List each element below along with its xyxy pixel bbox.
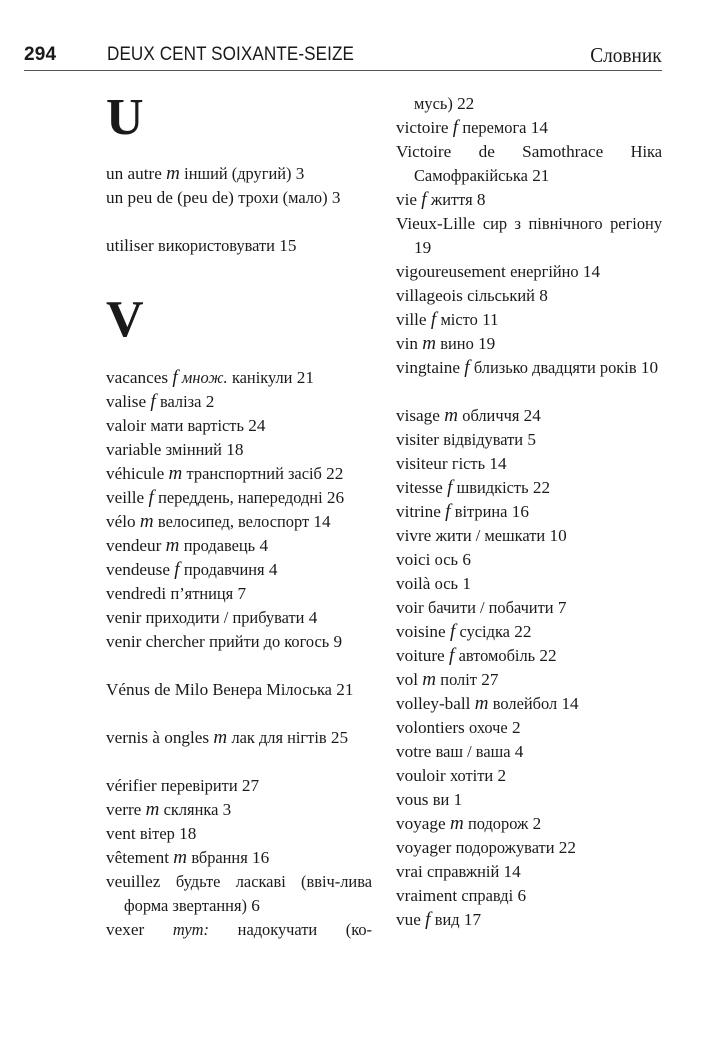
section-letter: V <box>106 291 144 348</box>
lesson-number: 18 <box>226 440 244 459</box>
headword: vraiment <box>396 886 458 905</box>
translation: жити / мешкати <box>435 526 546 545</box>
lesson-number: 21 <box>296 368 314 387</box>
lesson-number: 11 <box>482 310 499 329</box>
gender-marker: m <box>213 727 228 748</box>
dictionary-entry <box>106 366 372 390</box>
translation: вбрання <box>191 848 248 867</box>
translation: канікули <box>231 368 293 387</box>
headword: vêtement <box>106 848 169 867</box>
translation: бачити / побачити <box>427 598 554 617</box>
gender-marker: m <box>168 463 183 484</box>
section-title: Словник <box>590 43 662 67</box>
lesson-number: 1 <box>462 574 471 593</box>
lesson-number: 14 <box>313 512 331 531</box>
translation: сир з північного регіону <box>482 214 663 233</box>
headword: vous <box>396 790 429 809</box>
lesson-number: 6 <box>251 896 260 915</box>
gender-marker: f <box>148 487 154 508</box>
lesson-number: 5 <box>527 430 536 449</box>
lesson-number: 27 <box>481 670 499 689</box>
translation: охоче <box>469 718 508 737</box>
translation: змінний <box>165 440 222 459</box>
dictionary-entry <box>106 606 372 630</box>
dictionary-entry <box>396 524 662 548</box>
translation: відвідувати <box>443 430 524 449</box>
lesson-number: 22 <box>532 478 551 497</box>
dictionary-entry <box>396 476 662 500</box>
dictionary-entry <box>396 188 662 212</box>
gender-marker: m <box>444 405 458 426</box>
lesson-number: 3 <box>222 800 232 819</box>
headword: voici <box>396 550 431 569</box>
translation: трохи (мало) <box>238 188 328 207</box>
dictionary-entry <box>106 798 372 822</box>
lesson-number: 15 <box>279 236 297 255</box>
gender-marker: m <box>173 847 188 868</box>
headword: vernis à ongles <box>106 728 210 747</box>
gender-marker: f <box>172 367 178 388</box>
headword: volley-ball <box>396 694 471 713</box>
headword: verre <box>106 800 142 819</box>
dictionary-entry <box>396 548 662 572</box>
dictionary-entry <box>106 846 372 870</box>
headword: vouloir <box>396 766 446 785</box>
translation: переддень, напередодні <box>158 488 323 507</box>
translation: Венера Мілоська <box>212 680 332 699</box>
translation: ваш / ваша <box>435 742 511 761</box>
headword: voyage <box>396 814 446 833</box>
gender-marker: f <box>430 309 437 330</box>
translation: перемога <box>462 118 527 137</box>
dictionary-entry <box>106 822 372 846</box>
translation: подорож <box>467 814 529 833</box>
translation: транспортний засіб <box>186 464 322 483</box>
headword: vitesse <box>396 478 443 497</box>
dictionary-entry <box>396 572 662 596</box>
lesson-number: 3 <box>331 188 341 207</box>
lesson-number: 6 <box>517 886 527 905</box>
headword: ville <box>396 310 427 329</box>
headword: veille <box>106 488 145 507</box>
translation: використовувати <box>158 236 275 255</box>
lesson-number: 24 <box>248 416 266 435</box>
lesson-number: 18 <box>179 824 197 843</box>
dictionary-entry <box>396 116 662 140</box>
translation: продавець <box>183 536 256 555</box>
headword: vitrine <box>396 502 441 521</box>
gender-marker: f <box>449 621 456 642</box>
headword: vigoureusement <box>396 262 506 281</box>
translation: продавчиня <box>183 560 265 579</box>
usage-note: множ. <box>181 368 228 387</box>
dictionary-entry <box>106 678 372 702</box>
headword: vivre <box>396 526 432 545</box>
headword: venir chercher <box>106 632 205 651</box>
headword: voyager <box>396 838 452 857</box>
gender-marker: m <box>449 813 464 834</box>
headword: Victoire de Samothrace <box>396 142 604 161</box>
headword: valoir <box>106 416 147 435</box>
lesson-number: 19 <box>478 334 496 353</box>
dictionary-entry <box>396 428 662 452</box>
gender-marker: m <box>474 693 489 714</box>
lesson-number: 14 <box>489 454 507 473</box>
dictionary-entry <box>106 462 372 486</box>
dictionary-entry <box>396 812 662 836</box>
lesson-number: 4 <box>268 560 278 579</box>
gender-marker: f <box>448 645 455 666</box>
translation: місто <box>440 310 478 329</box>
translation: справжній <box>427 862 500 881</box>
dictionary-entry <box>396 596 662 620</box>
gender-marker: f <box>174 559 180 580</box>
lesson-number: 2 <box>512 718 521 737</box>
headword: victoire <box>396 118 449 137</box>
dictionary-entry <box>396 500 662 524</box>
dictionary-entry <box>396 308 662 332</box>
lesson-number: 17 <box>463 910 482 929</box>
gender-marker: f <box>421 189 427 210</box>
lesson-number: 25 <box>330 728 349 747</box>
lesson-number: 21 <box>336 680 354 699</box>
gender-marker: f <box>447 477 453 498</box>
headword: veuillez <box>106 872 161 891</box>
page-header <box>24 42 662 71</box>
dictionary-entry-continuation <box>396 92 662 116</box>
headword: volontiers <box>396 718 465 737</box>
dictionary-entry <box>106 582 372 606</box>
dictionary-entry <box>396 740 662 764</box>
lesson-number: 14 <box>530 118 548 137</box>
translation: гість <box>451 454 486 473</box>
translation: автомобіль <box>458 646 536 665</box>
lesson-number: 9 <box>333 632 343 651</box>
dictionary-entry <box>396 668 662 692</box>
headword: Vieux-Lille <box>396 214 476 233</box>
headword: voiture <box>396 646 445 665</box>
translation: інший (другий) <box>184 164 292 183</box>
dictionary-entry <box>396 452 662 476</box>
translation: прийти до когось <box>209 632 330 651</box>
lesson-number: 2 <box>532 814 542 833</box>
lesson-number: 8 <box>539 286 548 305</box>
dictionary-entry <box>396 884 662 908</box>
headword: visiteur <box>396 454 448 473</box>
dictionary-entry <box>106 726 372 750</box>
headword: vol <box>396 670 418 689</box>
dictionary-entry <box>396 716 662 740</box>
headword: voir <box>396 598 424 617</box>
dictionary-entry <box>106 162 372 186</box>
headword: vrai <box>396 862 423 881</box>
dictionary-entry <box>106 558 372 582</box>
dictionary-entry <box>106 774 372 798</box>
gender-marker: f <box>464 357 470 378</box>
lesson-number: 22 <box>558 838 576 857</box>
dictionary-entry <box>396 644 662 668</box>
lesson-number: 4 <box>308 608 318 627</box>
translation: близько двадцяти років <box>473 358 637 377</box>
headword: vexer <box>106 920 145 939</box>
lesson-number: 27 <box>241 776 260 795</box>
headword: vacances <box>106 368 169 387</box>
headword: visiter <box>396 430 439 449</box>
lesson-number: 22 <box>457 94 475 113</box>
dictionary-entry <box>396 260 662 284</box>
headword: véhicule <box>106 464 165 483</box>
running-title: DEUX CENT SOIXANTE-SEIZE <box>107 44 354 65</box>
dictionary-entry <box>106 186 372 210</box>
dictionary-entry <box>106 414 372 438</box>
dictionary-entry <box>106 390 372 414</box>
translation: мусь) <box>414 94 453 113</box>
translation: політ <box>440 670 477 689</box>
headword: vue <box>396 910 421 929</box>
lesson-number: 14 <box>561 694 579 713</box>
gender-marker: m <box>145 799 160 820</box>
translation: хотіти <box>449 766 494 785</box>
lesson-number: 14 <box>582 262 601 281</box>
lesson-number: 3 <box>295 164 305 183</box>
headword: variable <box>106 440 162 459</box>
lesson-number: 16 <box>511 502 529 521</box>
lesson-number: 4 <box>514 742 524 761</box>
lesson-number: 22 <box>514 622 532 641</box>
translation: приходити / прибувати <box>145 608 305 627</box>
gender-marker: f <box>452 117 459 138</box>
translation: подорожувати <box>455 838 555 857</box>
gender-marker: m <box>422 669 436 690</box>
headword: un autre <box>106 164 162 183</box>
translation: будьте ласкаві (ввіч-лива форма звертання) <box>124 872 373 915</box>
dictionary-entry <box>106 630 372 654</box>
translation: сусідка <box>459 622 510 641</box>
dictionary-entry <box>106 486 372 510</box>
dictionary-entry <box>106 918 372 942</box>
dictionary-entry <box>396 140 662 188</box>
lesson-number: 26 <box>326 488 345 507</box>
headword: utiliser <box>106 236 154 255</box>
lesson-number: 22 <box>539 646 557 665</box>
lesson-number: 7 <box>237 584 247 603</box>
translation: сільський <box>467 286 535 305</box>
gender-marker: f <box>445 501 451 522</box>
lesson-number: 14 <box>503 862 521 881</box>
gender-marker: m <box>139 511 154 532</box>
gender-marker: m <box>166 163 180 184</box>
lesson-number: 1 <box>453 790 463 809</box>
lesson-number: 10 <box>640 358 659 377</box>
dictionary-entry <box>106 534 372 558</box>
lesson-number: 8 <box>476 190 486 209</box>
lesson-number: 2 <box>205 392 215 411</box>
translation: валіза <box>159 392 202 411</box>
gender-marker: m <box>422 333 436 354</box>
dictionary-entry <box>396 908 662 932</box>
translation: вид <box>434 910 460 929</box>
headword: Vénus de Milo <box>106 680 209 699</box>
translation: лак для нігтів <box>231 728 327 747</box>
headword: vendeuse <box>106 560 170 579</box>
translation: надокучати (ко- <box>237 920 372 939</box>
translation: енергійно <box>510 262 579 281</box>
headword: villageois <box>396 286 463 305</box>
dictionary-entry <box>396 212 662 260</box>
headword: visage <box>396 406 440 425</box>
usage-note: тут: <box>172 920 209 939</box>
translation: обличчя <box>462 406 520 425</box>
dictionary-entry <box>396 284 662 308</box>
gender-marker: f <box>150 391 156 412</box>
translation: волейбол <box>492 694 558 713</box>
lesson-number: 24 <box>523 406 541 425</box>
section-letter: U <box>106 89 144 146</box>
dictionary-entry <box>396 692 662 716</box>
headword: vent <box>106 824 136 843</box>
headword: vendeur <box>106 536 162 555</box>
lesson-number: 2 <box>497 766 507 785</box>
dictionary-entry <box>396 332 662 356</box>
gender-marker: f <box>425 909 431 930</box>
translation: вино <box>440 334 474 353</box>
translation: вітрина <box>454 502 508 521</box>
dictionary-entry <box>396 356 662 380</box>
dictionary-entry <box>106 234 372 258</box>
dictionary-entry <box>106 438 372 462</box>
lesson-number: 16 <box>252 848 270 867</box>
lesson-number: 7 <box>557 598 567 617</box>
translation: склянка <box>163 800 219 819</box>
headword: valise <box>106 392 147 411</box>
lesson-number: 22 <box>326 464 344 483</box>
headword: un peu de (peu de) <box>106 188 234 207</box>
dictionary-entry <box>396 788 662 812</box>
headword: vin <box>396 334 418 353</box>
lesson-number: 4 <box>259 536 269 555</box>
translation: життя <box>430 190 473 209</box>
headword: vendredi <box>106 584 167 603</box>
headword: vérifier <box>106 776 157 795</box>
dictionary-entry <box>396 620 662 644</box>
translation: ви <box>432 790 450 809</box>
lesson-number: 6 <box>462 550 471 569</box>
headword: voisine <box>396 622 446 641</box>
dictionary-entry <box>106 870 372 918</box>
translation: п’ятниця <box>170 584 234 603</box>
translation: справді <box>461 886 514 905</box>
translation: мати вартість <box>150 416 244 435</box>
translation: велосипед, велоспорт <box>157 512 310 531</box>
dictionary-entry <box>106 510 372 534</box>
gender-marker: m <box>165 535 180 556</box>
translation: Ніка Самофракійська <box>414 142 662 185</box>
translation: перевірити <box>160 776 238 795</box>
translation: вітер <box>139 824 175 843</box>
headword: venir <box>106 608 142 627</box>
headword: voilà <box>396 574 431 593</box>
headword: votre <box>396 742 432 761</box>
dictionary-entry <box>396 836 662 860</box>
dictionary-entry <box>396 860 662 884</box>
translation: швидкість <box>456 478 529 497</box>
lesson-number: 19 <box>414 238 432 257</box>
lesson-number: 21 <box>532 166 550 185</box>
lesson-number: 10 <box>549 526 567 545</box>
translation: ось <box>434 550 459 569</box>
headword: vingtaine <box>396 358 460 377</box>
page-number: 294 <box>24 44 57 65</box>
headword: vélo <box>106 512 136 531</box>
dictionary-entry <box>396 764 662 788</box>
headword: vie <box>396 190 417 209</box>
dictionary-entry <box>396 404 662 428</box>
translation: ось <box>434 574 459 593</box>
